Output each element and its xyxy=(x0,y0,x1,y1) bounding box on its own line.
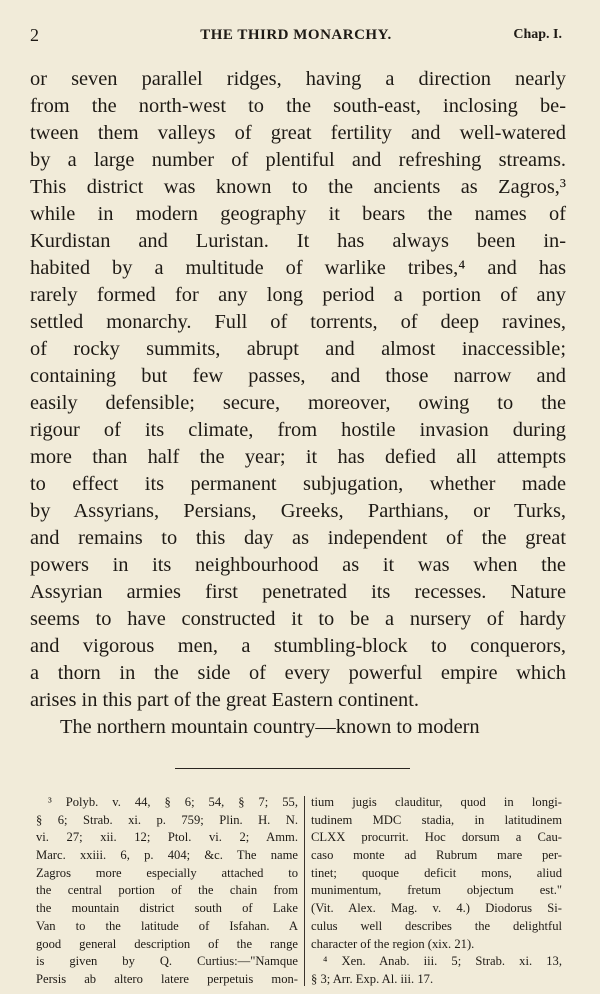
body-line: rigour of its climate, from hostile invasion during xyxy=(30,419,566,441)
body-line: habited by a multitude of warlike tribes,⁴ and has xyxy=(30,257,566,279)
body-line: or seven parallel ridges, having a direction nearly xyxy=(30,68,566,90)
footnote-line: (Vit. Alex. Mag. v. 4.) Diodorus Si- xyxy=(311,901,562,916)
footnote-line: Persis ab altero latere perpetuis mon- xyxy=(36,971,298,986)
body-line: powers in its neighbourhood as it was when the xyxy=(30,554,566,576)
body-line: of rocky summits, abrupt and almost inaccessible; xyxy=(30,338,566,360)
body-line: from the north-west to the south-east, inclosing be- xyxy=(30,95,566,117)
footnote-column-left xyxy=(36,794,298,989)
footnote-line: CLXX procurrit. Hoc dorsum a Cau- xyxy=(311,830,562,845)
footnote-line: § 3; Arr. Exp. Al. iii. 17. xyxy=(311,971,434,986)
running-head xyxy=(30,27,562,51)
footnote-rule xyxy=(175,768,410,769)
body-line: This district was known to the ancients as Zagros,³ xyxy=(30,176,566,198)
body-line: while in modern geography it bears the names of xyxy=(30,203,566,225)
body-line: to effect its permanent subjugation, whether made xyxy=(30,473,566,495)
body-line: easily defensible; secure, moreover, owing to the xyxy=(30,392,566,414)
footnote-line: the central portion of the chain from xyxy=(36,883,298,898)
body-line: containing but few passes, and those narrow and xyxy=(30,365,566,387)
body-line: arises in this part of the great Eastern continent. xyxy=(30,689,419,711)
body-line: settled monarchy. Full of torrents, of deep ravines, xyxy=(30,311,566,333)
footnote-line: § 6; Strab. xi. p. 759; Plin. H. N. xyxy=(36,812,298,827)
chapter-marker: Chap. I. xyxy=(513,27,562,42)
body-line: The northern mountain country—known to modern xyxy=(60,716,480,738)
body-line: tween them valleys of great fertility and well-watered xyxy=(30,122,566,144)
body-line: Kurdistan and Luristan. It has always been in- xyxy=(30,230,566,252)
footnote-line: the mountain district south of Lake xyxy=(36,901,298,916)
footnote-line: tinet; quoque deficit mons, aliud xyxy=(311,865,562,880)
page-number: 2 xyxy=(30,25,39,45)
body-line: a thorn in the side of every powerful empire which xyxy=(30,662,566,684)
body-line: and remains to this day as independent of the great xyxy=(30,527,566,549)
body-line: by Assyrians, Persians, Greeks, Parthians, or Turks, xyxy=(30,500,566,522)
footnote-line: tudinem MDC stadia, in latitudinem xyxy=(311,812,562,827)
footnote-line: munimentum, fretum objectum est." xyxy=(311,883,562,898)
footnote-line: culus well describes the delightful xyxy=(311,918,562,933)
footnote-column-right xyxy=(311,794,562,989)
body-line: more than half the year; it has defied all attempts xyxy=(30,446,566,468)
footnote-line: tium jugis clauditur, quod in longi- xyxy=(311,795,562,809)
body-line: and vigorous men, a stumbling-block to conquerors, xyxy=(30,635,566,657)
footnote-line: Marc. xxiii. 6, p. 404; &c. The name xyxy=(36,848,298,863)
footnote-line: character of the region (xix. 21). xyxy=(311,936,475,951)
body-line: rarely formed for any long period a portion of any xyxy=(30,284,566,306)
footnote-line: caso monte ad Rubrum mare per- xyxy=(311,848,562,863)
footnote-line: vi. 27; xii. 12; Ptol. vi. 2; Amm. xyxy=(36,830,298,845)
body-line: seems to have constructed it to be a nursery of hardy xyxy=(30,608,566,630)
running-title: THE THIRD MONARCHY. xyxy=(200,27,392,43)
body-text xyxy=(30,66,566,741)
body-line: Assyrian armies first penetrated its recesses. Nature xyxy=(30,581,566,603)
footnote-line: ⁴ Xen. Anab. iii. 5; Strab. xi. 13, xyxy=(323,954,562,969)
footnote-column-divider xyxy=(304,796,305,986)
footnote-line: is given by Q. Curtius:—"Namque xyxy=(36,954,298,969)
footnote-line: ³ Polyb. v. 44, § 6; 54, § 7; 55, xyxy=(48,795,298,809)
footnote-line: Zagros more especially attached to xyxy=(36,865,298,880)
footnote-line: good general description of the range xyxy=(36,936,298,951)
body-line: by a large number of plentiful and refreshing streams. xyxy=(30,149,566,171)
footnote-line: Van to the latitude of Isfahan. A xyxy=(36,918,298,933)
